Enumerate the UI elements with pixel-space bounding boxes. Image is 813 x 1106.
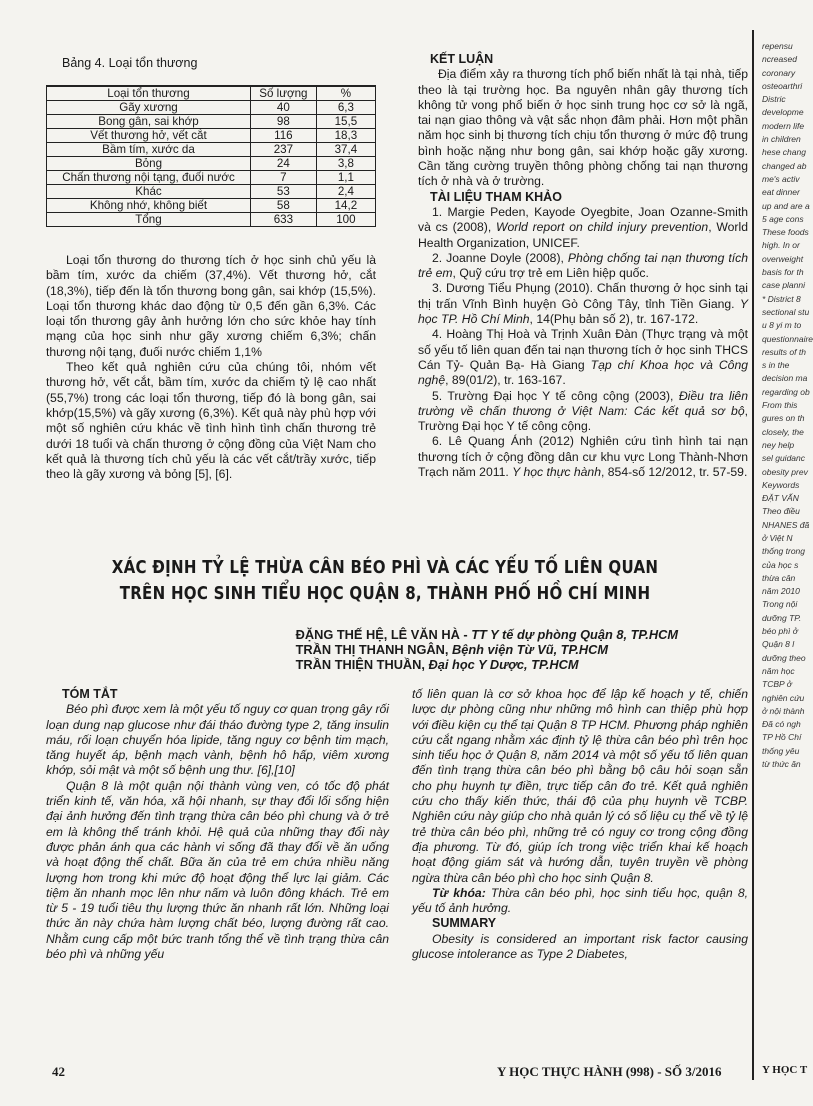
table-cell: 98: [250, 115, 316, 129]
reference-italic: Y học thực hành: [512, 465, 601, 480]
table-cell: Chấn thương nội tạng, đuối nước: [47, 171, 251, 185]
bleed-line: ney help: [762, 439, 795, 450]
bleed-line: Distric: [762, 94, 786, 105]
table-cell: Không nhớ, không biết: [47, 199, 251, 213]
bleed-line: regarding ob: [762, 386, 810, 397]
table-header-row: [47, 86, 376, 101]
bleed-line: thống yêu: [762, 745, 800, 756]
bleed-line: thống trong: [762, 546, 806, 557]
table-row: [47, 115, 376, 129]
conclusion-paragraph: Địa điểm xảy ra thương tích phổ biến nhất là tại nhà, tiếp theo là tại trường học. Ba nguyên nhân gây thương tích không tử vong phổ biến ở học sinh trung học cơ sở là ngã, tai nạn giao thông và vật sắc nhọn đâm phải. Hơn một phần năm học sinh bị thương tích chịu tổn thương ở mức độ trung bình hoặc nặng như bong gân, sai khớp hoặc gãy xương. Cần tăng cường truyền thông phòng chống tai nạn thương tích ở nhà và ở trường.: [418, 67, 748, 189]
bleed-line: u 8 yi m to: [762, 320, 802, 331]
bleed-line: osteoarthri: [762, 80, 803, 91]
bleed-line: high. In or: [762, 240, 800, 251]
reference-item: [418, 327, 748, 388]
table-row: [47, 101, 376, 115]
table-cell: 24: [250, 157, 316, 171]
table-row: [47, 185, 376, 199]
bleed-line: decision ma: [762, 373, 808, 384]
reference-tail: , 14(Phụ bản số 2), tr. 167-172.: [529, 312, 699, 327]
bleed-line: TCBP ở: [762, 679, 792, 690]
abstract-paragraph: Béo phì được xem là một yếu tố nguy cơ quan trọng gây rối loạn dung nạp glucose như đái tháo đường type 2, tăng insulin máu, rối loạn chuyển hóa lipide, tăng nguy cơ bệnh tim mạch, tăng huyết áp, bệnh mạch vành, bệnh hô hấp, viêm xương khớp, sỏi mật và một số bệnh ung thư. [6],[10]: [46, 702, 389, 778]
reference-plain: 3. Dương Tiểu Phụng (2010). Chấn thương ở học sinh tại thị trấn Vĩnh Bình huyện Gò Công Tây, tỉnh Tiền Giang.: [418, 281, 748, 311]
reference-italic: Y học TP. Hồ Chí Minh: [418, 296, 748, 327]
author-line: [296, 627, 678, 642]
bleed-line: in children: [762, 134, 801, 145]
bleed-line: ở Việt N: [762, 532, 793, 543]
table-cell: Tổng: [47, 213, 251, 227]
bleed-line: TP Hồ Chí: [762, 732, 802, 743]
table-cell: 7: [250, 171, 316, 185]
abstract-paragraph: Quận 8 là một quận nội thành vùng ven, có tốc độ phát triển kinh tế, văn hóa, xã hội nhanh, sự thay đổi lối sống hiện đại ảnh hưởng đến tình trạng thừa cân béo phì chung và ở trẻ em là không thể tránh khỏi. Hệ quả của những thay đổi này được phản ánh qua các hành vi sống đã thay đổi về ăn uống và hoạt động thể chất. Bữa ăn của trẻ em chứa nhiều năng lượng hơn trong khi mức độ hoạt động thể lực lại giảm. Các tiệm ăn nhanh mọc lên như nấm và luôn đông khách. Trẻ em từ 5 - 19 tuổi tiêu thụ lượng thức ăn nhanh rất lớn. Những loại thức ăn này chứa hàm lượng chất béo, lượng đường rất cao. Nhằm cung cấp một bức tranh tổng thể về tình trạng thừa cân béo phì và những yếu: [46, 778, 389, 962]
table-row: [47, 157, 376, 171]
bleed-line: Trong nội: [762, 599, 798, 610]
reference-item: [418, 281, 748, 327]
summary-paragraph: Obesity is considered an important risk factor causing glucose intolerance as Type 2 Diabetes,: [412, 931, 748, 962]
reference-italic: World report on child injury prevention: [496, 220, 709, 235]
author-line: [296, 657, 678, 672]
bleed-line: up and are a: [762, 200, 810, 211]
table-row: [47, 129, 376, 143]
reference-item: [418, 389, 748, 435]
bleed-line: Theo điều: [762, 506, 800, 517]
table-row: [47, 143, 376, 157]
bleed-line: sel guidanc: [762, 453, 806, 464]
table-header-cell: %: [316, 86, 375, 101]
bleed-line: từ thức ăn: [762, 759, 801, 770]
table-cell: 14,2: [316, 199, 375, 213]
table-cell: 3,8: [316, 157, 375, 171]
author-names: ĐẶNG THẾ HỆ, LÊ VĂN HÀ -: [295, 627, 472, 642]
keywords-line: [412, 886, 748, 917]
bleed-line: basis for th: [762, 267, 804, 278]
keywords-text: Thừa cân béo phì, học sinh tiểu học, quận 8, yếu tố ảnh hưởng.: [412, 885, 748, 916]
article-title-line-2: TRÊN HỌC SINH TIỂU HỌC QUẬN 8, THÀNH PHỐ HỒ CHÍ MINH: [119, 584, 651, 604]
reference-italic: Tạp chí Khoa học và Công nghệ: [418, 357, 749, 388]
table-caption: Bảng 4. Loại tổn thương: [62, 56, 198, 70]
table-cell: Bầm tím, xước da: [47, 143, 251, 157]
adjacent-page-bleed: [762, 40, 813, 771]
table-cell: 58: [250, 199, 316, 213]
reference-plain: 4. Hoàng Thị Hoà và Trịnh Xuân Đàn (Thực trạng và một số yếu tố liên quan đến tai nạn thương tích ở học sinh THCS Cán Tỷ- Quản Bạ- Hà Giang: [418, 327, 748, 372]
bleed-line: của học s: [762, 559, 799, 570]
reference-plain: 5. Trường Đại học Y tế công cộng (2003),: [432, 388, 679, 403]
table-cell: 1,1: [316, 171, 375, 185]
author-names: TRẦN THIỆN THUẦN,: [295, 657, 429, 672]
table-cell: 53: [250, 185, 316, 199]
table-body: [47, 101, 376, 227]
bleed-line: năm học: [762, 665, 795, 676]
table-cell: 2,4: [316, 185, 375, 199]
reference-tail: , Trường Đại học Y tế công cộng.: [418, 403, 748, 434]
table-cell: 15,5: [316, 115, 375, 129]
reference-item: [418, 205, 748, 251]
abstract-heading: TÓM TẮT: [62, 687, 118, 701]
author-list: [296, 627, 678, 672]
bleed-line: Keywords: [762, 479, 800, 490]
reference-tail: , 854-số 12/2012, tr. 57-59.: [600, 465, 748, 480]
table-cell: 237: [250, 143, 316, 157]
table-cell: Gãy xương: [47, 101, 251, 115]
bleed-line: changed ab: [762, 160, 807, 171]
table-cell: 18,3: [316, 129, 375, 143]
author-names: TRẦN THỊ THANH NGÂN,: [295, 642, 452, 657]
bleed-line: hese chang: [762, 147, 806, 158]
bleed-line: Quận 8 l: [762, 639, 795, 650]
bleed-line: closely, the: [762, 426, 804, 437]
bleed-line: ncreased: [762, 54, 797, 65]
table-row: [47, 213, 376, 227]
article-title-line-1: XÁC ĐỊNH TỶ LỆ THỪA CÂN BÉO PHÌ VÀ CÁC YẾU TỐ LIÊN QUAN: [111, 558, 659, 578]
body-paragraph: Theo kết quả nghiên cứu của chúng tôi, nhóm vết thương hở, vết cắt, bầm tím, xước da chiếm tỷ lệ cao nhất (55,7%) trong các loại tổn thương, tiếp đó là bong gân, sai khớp(15,5%) và gãy xương (6,3%). Kết quả này phù hợp với một số nghiên cứu khác về tình hình tình chấn thương trẻ dưới 18 tuổi và chấn thương ở cộng đồng của Việt Nam cho kết quả là thương tích chủ yếu là các vết cắt/trầy xước, tiếp theo là gãy xương và bỏng [5], [6].: [46, 360, 376, 482]
conclusion-heading: KẾT LUẬN: [430, 52, 494, 66]
reference-italic: Phòng chống tai nạn thương tích trẻ em: [418, 250, 748, 281]
bleed-line: These foods: [762, 227, 809, 238]
bleed-line: coronary: [762, 67, 796, 78]
injury-type-table: [46, 85, 376, 227]
table-cell: Bong gân, sai khớp: [47, 115, 251, 129]
abstract-right-column: [412, 687, 748, 962]
bleed-line: questionnaire: [762, 333, 813, 344]
journal-footer: Y HỌC THỰC HÀNH (998) - SỐ 3/2016: [497, 1064, 722, 1079]
bleed-line: ở nội thành: [762, 705, 805, 716]
table-cell: 40: [250, 101, 316, 115]
table-cell: 116: [250, 129, 316, 143]
bleed-line: s in the: [762, 360, 790, 371]
bleed-line: From this: [762, 400, 798, 411]
table-cell: Khác: [47, 185, 251, 199]
author-affiliation: Đại học Y Dược, TP.HCM: [428, 657, 579, 672]
bleed-line: developme: [762, 107, 804, 118]
reference-tail: , World Health Organization, UNICEF.: [418, 220, 748, 250]
reference-item: [418, 251, 748, 282]
reference-item: [418, 434, 748, 480]
left-column-text: [46, 253, 376, 482]
author-line: [296, 642, 678, 657]
bleed-line: 5 age cons: [762, 213, 804, 224]
bleed-line: béo phì ở: [762, 626, 798, 637]
table-row: [47, 199, 376, 213]
keywords-label: Từ khóa:: [432, 885, 486, 900]
bleed-line: overweight: [762, 253, 804, 264]
page-number: 42: [52, 1064, 65, 1079]
table-cell: 633: [250, 213, 316, 227]
reference-italic: Điều tra liên trường về chấn thương ở Việt Nam: Các kết quả sơ bộ: [418, 388, 748, 418]
table-cell: Bỏng: [47, 157, 251, 171]
table-row: [47, 171, 376, 185]
bleed-line: dưỡng theo: [762, 652, 806, 663]
reference-plain: 1. Margie Peden, Kayode Oyegbite, Joan Ozanne-Smith và cs (2008),: [418, 204, 748, 235]
bleed-line: dưỡng TP.: [762, 612, 802, 623]
bleed-line: ĐẶT VẤN: [762, 493, 799, 504]
abstract-left-column: [46, 687, 389, 962]
table-cell: 6,3: [316, 101, 375, 115]
bleed-line: nghiên cứu: [762, 692, 805, 703]
bleed-line: me's activ: [762, 173, 800, 184]
table-cell: 100: [316, 213, 375, 227]
table-header-cell: Loại tổn thương: [47, 86, 251, 101]
bleed-line: sectional stu: [762, 306, 810, 317]
right-column-text: [418, 52, 748, 480]
bleed-line: * District 8: [762, 293, 801, 304]
reference-tail: , 89(01/2), tr. 163-167.: [445, 373, 566, 388]
bleed-line: results of th: [762, 346, 806, 357]
reference-plain: 2. Joanne Doyle (2008),: [432, 250, 568, 265]
bleed-line: modern life: [762, 120, 805, 131]
bleed-line: năm 2010: [762, 586, 800, 597]
page-gutter-line: [752, 30, 754, 1080]
author-affiliation: Bệnh viện Từ Vũ, TP.HCM: [452, 642, 609, 657]
bleed-line: case planni: [762, 280, 806, 291]
reference-list: [418, 205, 748, 480]
bleed-line: obesity prev: [762, 466, 808, 477]
body-paragraph: Loại tổn thương do thương tích ở học sinh chủ yếu là bầm tím, xước da chiếm (37,4%). Vết thương hở, cắt (18,3%), tiếp đến là tổn thương bong gân, sai khớp (15,5%). Loại tổn thương khác dao động từ 0,5 đến gần 6,3%. Các loại tổn thương gây ảnh hưởng lớn cho sức khỏe hay tính mạng của học sinh như gãy xương chiếm 6,3%; chấn thương nội tạng, đuối nước chiếm 1,1%: [46, 253, 376, 359]
bleed-line: Đã có ngh: [762, 719, 801, 730]
reference-plain: 6. Lê Quang Ánh (2012) Nghiên cứu tình hình tai nạn thương tích ở cộng đồng dân cư khu vực Long Thành-Nhơn Trạch năm 2011.: [418, 434, 748, 480]
adjacent-page-footer: Y HỌC T: [762, 1064, 808, 1076]
references-heading: TÀI LIỆU THAM KHẢO: [430, 189, 562, 204]
table-header-cell: Số lượng: [250, 86, 316, 101]
table-cell: 37,4: [316, 143, 375, 157]
table-cell: Vết thương hở, vết cắt: [47, 129, 251, 143]
author-affiliation: TT Y tế dự phòng Quận 8, TP.HCM: [471, 627, 678, 642]
bleed-line: repensu: [762, 41, 793, 51]
bleed-line: thừa cân: [762, 572, 796, 583]
summary-heading: SUMMARY: [432, 916, 497, 931]
bleed-line: NHANES đã: [762, 519, 810, 530]
abstract-paragraph: tố liên quan là cơ sở khoa học để lập kế hoạch y tế, chiến lược dự phòng cũng như những mô hình can thiệp phù hợp với điều kiện cụ thể tại Quận 8 TP HCM. Phương pháp nghiên cứu cắt ngang nhằm xác định tỷ lệ thừa cân béo phì trên học sinh tiểu học ở Quận 8, năm 2014 và một số yếu tố liên quan đến tình trạng thừa cân béo phì bằng bộ câu hỏi soạn sẵn cho phụ huynh tự điền, trực tiếp cân đo trẻ. Kết quả nghiên cứu cho thấy kiến thức, thái độ của phụ huynh về TCBP. Nghiên cứu này giúp cho nhà quản lý có số liệu cụ thể về tỷ lệ trẻ thừa cân béo phì, những trẻ có nguy cơ trong cộng đồng địa phương. Từ đó, giúp ích trong việc triển khai kế hoạch hoạt động giám sát và hướng dẫn, tuyên truyền về phòng ngừa thừa cân béo phì cho học sinh Quận 8.: [412, 687, 748, 885]
reference-tail: , Quỹ cứu trợ trẻ em Liên hiệp quốc.: [452, 266, 649, 281]
bleed-line: gures on th: [762, 413, 805, 424]
bleed-line: eat dinner: [762, 187, 800, 198]
